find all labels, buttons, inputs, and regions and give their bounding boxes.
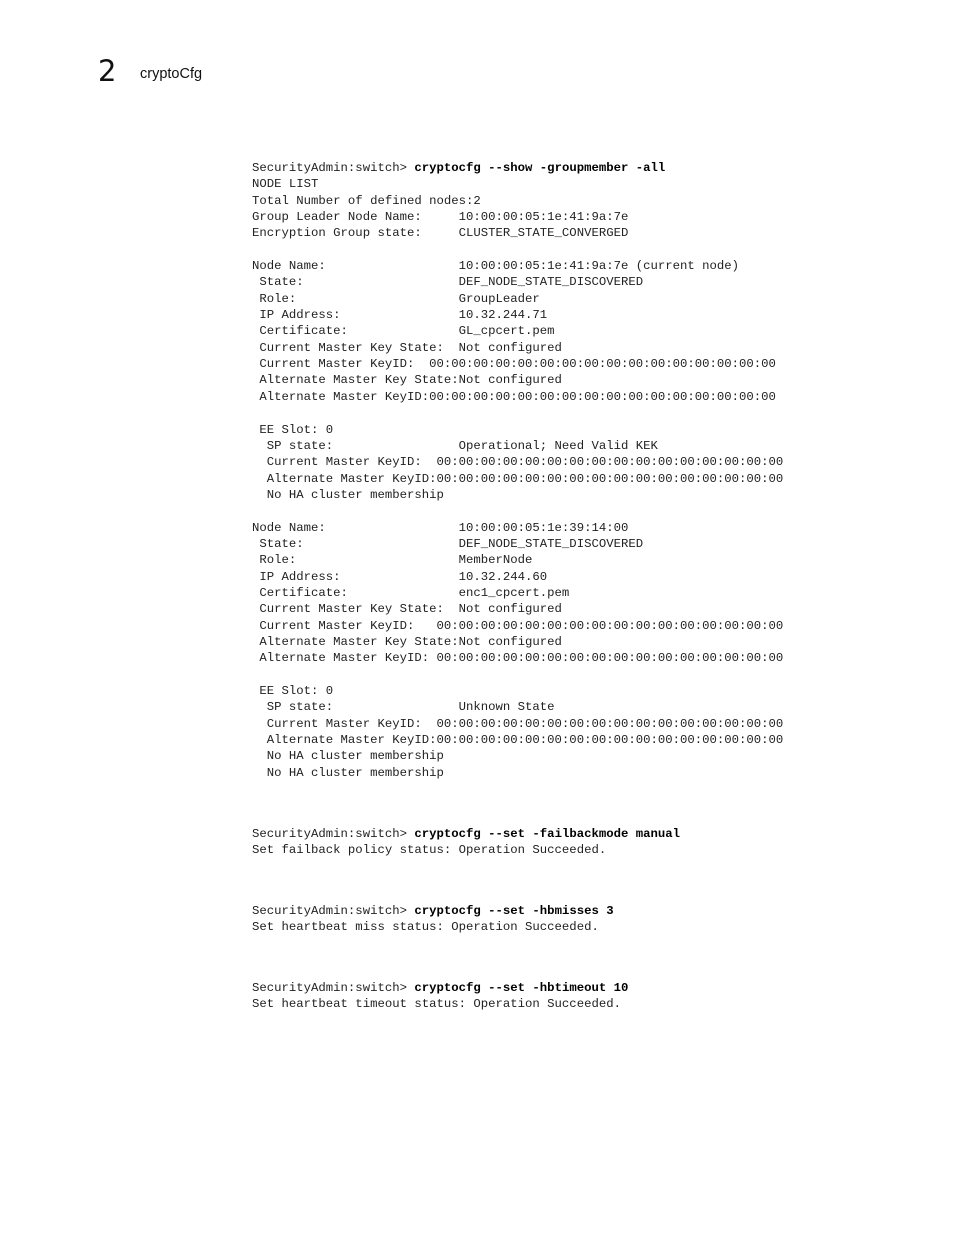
code-block-show-groupmember: [252, 160, 783, 781]
output-line: Alternate Master KeyID:00:00:00:00:00:00:00:00:00:00:00:00:00:00:00:00: [252, 389, 776, 404]
output-line: Encryption Group state: CLUSTER_STATE_CONVERGED: [252, 226, 629, 241]
command-text: cryptocfg --set -failbackmode manual: [414, 827, 681, 841]
output-line: Total Number of defined nodes:2: [252, 193, 481, 208]
output-line: Certificate: enc1_cpcert.pem: [252, 585, 570, 600]
code-block-failbackmode: [252, 826, 680, 859]
output-line: NODE LIST: [252, 177, 319, 192]
output-line: Current Master KeyID: 00:00:00:00:00:00:00:00:00:00:00:00:00:00:00:00: [252, 455, 784, 470]
output-line: Set heartbeat miss status: Operation Succeeded.: [252, 920, 599, 935]
output-line: Node Name: 10:00:00:05:1e:39:14:00: [252, 520, 629, 535]
output-line: SP state: Operational; Need Valid KEK: [252, 438, 658, 453]
output-line: Role: MemberNode: [252, 553, 533, 568]
output-line: State: DEF_NODE_STATE_DISCOVERED: [252, 536, 644, 551]
command-text: cryptocfg --set -hbtimeout 10: [414, 981, 629, 995]
output-line: Alternate Master KeyID: 00:00:00:00:00:00:00:00:00:00:00:00:00:00:00:00: [252, 651, 784, 666]
output-line: Role: GroupLeader: [252, 291, 540, 306]
command-line: [252, 160, 783, 176]
output-line: [252, 503, 783, 519]
output-line: No HA cluster membership: [252, 487, 444, 502]
output-line: Set heartbeat timeout status: Operation Succeeded.: [252, 997, 621, 1012]
shell-prompt: SecurityAdmin:switch>: [252, 981, 415, 995]
output-line: Current Master Key State: Not configured: [252, 340, 562, 355]
shell-prompt: SecurityAdmin:switch>: [252, 161, 415, 175]
output-line: Alternate Master KeyID:00:00:00:00:00:00:00:00:00:00:00:00:00:00:00:00: [252, 733, 784, 748]
output-line: Set failback policy status: Operation Succeeded.: [252, 843, 607, 858]
output-line: Current Master KeyID: 00:00:00:00:00:00:00:00:00:00:00:00:00:00:00:00: [252, 357, 776, 372]
output-line: [252, 405, 783, 421]
output-line: Alternate Master Key State:Not configured: [252, 634, 562, 649]
output-line: Alternate Master KeyID:00:00:00:00:00:00:00:00:00:00:00:00:00:00:00:00: [252, 471, 784, 486]
output-line: Current Master KeyID: 00:00:00:00:00:00:00:00:00:00:00:00:00:00:00:00: [252, 618, 784, 633]
shell-prompt: SecurityAdmin:switch>: [252, 904, 415, 918]
output-line: [252, 667, 783, 683]
command-text: cryptocfg --set -hbmisses 3: [414, 904, 614, 918]
output-line: IP Address: 10.32.244.71: [252, 308, 548, 323]
code-block-hbtimeout: [252, 980, 628, 1013]
command-text: cryptocfg --show -groupmember -all: [414, 161, 666, 175]
output-line: Current Master KeyID: 00:00:00:00:00:00:00:00:00:00:00:00:00:00:00:00: [252, 716, 784, 731]
output-line: Group Leader Node Name: 10:00:00:05:1e:41:9a:7e: [252, 210, 629, 225]
output-line: State: DEF_NODE_STATE_DISCOVERED: [252, 275, 644, 290]
output-line: IP Address: 10.32.244.60: [252, 569, 548, 584]
output-line: Certificate: GL_cpcert.pem: [252, 324, 555, 339]
shell-prompt: SecurityAdmin:switch>: [252, 827, 415, 841]
chapter-title: cryptoCfg: [140, 66, 203, 82]
output-line: No HA cluster membership: [252, 765, 444, 780]
output-line: Alternate Master Key State:Not configured: [252, 373, 562, 388]
output-line: No HA cluster membership: [252, 749, 444, 764]
output-line: SP state: Unknown State: [252, 700, 555, 715]
command-line: [252, 903, 614, 919]
output-line: EE Slot: 0: [252, 684, 334, 698]
code-block-hbmisses: [252, 903, 614, 936]
command-line: [252, 826, 680, 842]
output-line: Current Master Key State: Not configured: [252, 602, 562, 617]
chapter-number: 2: [98, 54, 117, 88]
output-line: Node Name: 10:00:00:05:1e:41:9a:7e (current node): [252, 259, 740, 274]
output-line: EE Slot: 0: [252, 422, 334, 437]
output-line: [252, 242, 783, 258]
command-line: [252, 980, 628, 996]
